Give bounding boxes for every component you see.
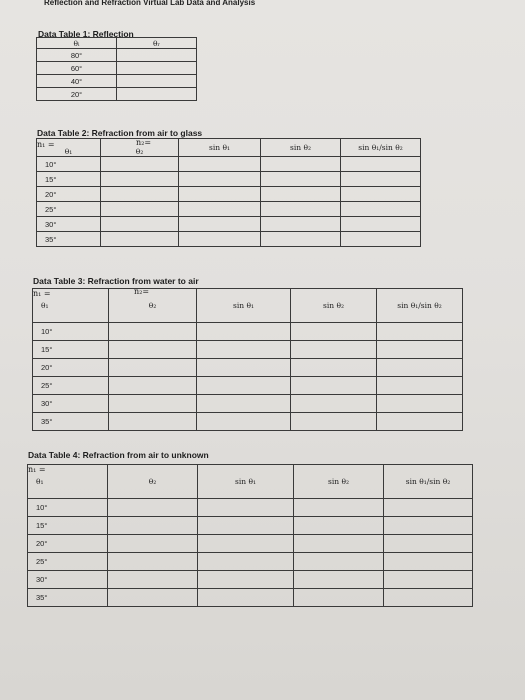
header-theta2: θ₂ — [109, 289, 197, 323]
table2-n2-label: n₂= — [136, 138, 152, 147]
empty-cell[interactable] — [261, 172, 341, 187]
empty-cell[interactable] — [109, 341, 197, 359]
empty-cell[interactable] — [198, 553, 294, 571]
header-theta-i: θᵢ — [37, 38, 117, 49]
empty-cell[interactable] — [101, 187, 179, 202]
header-theta1: θ₁ — [37, 139, 101, 157]
empty-cell[interactable] — [294, 517, 384, 535]
empty-cell[interactable] — [377, 341, 463, 359]
header-theta2: θ₂ — [108, 465, 198, 499]
row-angle: 15° — [37, 172, 101, 187]
header-theta2: θ₂ — [101, 139, 179, 157]
header-theta1: θ₁ — [33, 289, 109, 323]
table1-caption: Data Table 1: Reflection — [38, 29, 134, 39]
empty-cell[interactable] — [198, 535, 294, 553]
empty-cell[interactable] — [179, 172, 261, 187]
header-sin-theta2: sin θ₂ — [294, 465, 384, 499]
row-angle: 10° — [33, 323, 109, 341]
empty-cell[interactable] — [101, 157, 179, 172]
empty-cell[interactable] — [117, 88, 197, 101]
empty-cell[interactable] — [294, 589, 384, 607]
empty-cell[interactable] — [341, 172, 421, 187]
row-angle: 35° — [33, 413, 109, 431]
empty-cell[interactable] — [197, 323, 291, 341]
table3-n2-label: n₂= — [134, 287, 150, 296]
row-angle: 80° — [37, 49, 117, 62]
empty-cell[interactable] — [179, 157, 261, 172]
empty-cell[interactable] — [377, 359, 463, 377]
empty-cell[interactable] — [198, 571, 294, 589]
empty-cell[interactable] — [108, 589, 198, 607]
empty-cell[interactable] — [341, 232, 421, 247]
empty-cell[interactable] — [108, 499, 198, 517]
row-angle: 10° — [37, 157, 101, 172]
empty-cell[interactable] — [291, 341, 377, 359]
empty-cell[interactable] — [377, 395, 463, 413]
header-sin-theta1: sin θ₁ — [179, 139, 261, 157]
empty-cell[interactable] — [117, 75, 197, 88]
row-angle: 20° — [33, 359, 109, 377]
empty-cell[interactable] — [377, 323, 463, 341]
empty-cell[interactable] — [109, 359, 197, 377]
empty-cell[interactable] — [384, 589, 473, 607]
row-angle: 20° — [37, 88, 117, 101]
empty-cell[interactable] — [109, 377, 197, 395]
table4-n1-label: n₁ = — [28, 465, 46, 474]
empty-cell[interactable] — [109, 395, 197, 413]
empty-cell[interactable] — [101, 232, 179, 247]
table3-n1-label: n₁ = — [33, 289, 51, 298]
empty-cell[interactable] — [261, 187, 341, 202]
header-sin-ratio: sin θ₁/sin θ₂ — [384, 465, 473, 499]
empty-cell[interactable] — [294, 499, 384, 517]
empty-cell[interactable] — [291, 359, 377, 377]
empty-cell[interactable] — [384, 535, 473, 553]
empty-cell[interactable] — [291, 413, 377, 431]
row-angle: 35° — [37, 232, 101, 247]
row-angle: 30° — [33, 395, 109, 413]
header-sin-theta1: sin θ₁ — [197, 289, 291, 323]
empty-cell[interactable] — [261, 217, 341, 232]
row-angle: 20° — [37, 187, 101, 202]
row-angle: 15° — [33, 341, 109, 359]
row-angle: 40° — [37, 75, 117, 88]
empty-cell[interactable] — [377, 377, 463, 395]
empty-cell[interactable] — [291, 377, 377, 395]
empty-cell[interactable] — [179, 202, 261, 217]
empty-cell[interactable] — [198, 589, 294, 607]
empty-cell[interactable] — [198, 517, 294, 535]
empty-cell[interactable] — [384, 571, 473, 589]
row-angle: 20° — [28, 535, 108, 553]
header-theta-r: θᵣ — [117, 38, 197, 49]
empty-cell[interactable] — [101, 202, 179, 217]
empty-cell[interactable] — [117, 49, 197, 62]
row-angle: 25° — [33, 377, 109, 395]
row-angle: 10° — [28, 499, 108, 517]
empty-cell[interactable] — [384, 499, 473, 517]
empty-cell[interactable] — [294, 553, 384, 571]
header-sin-ratio: sin θ₁/sin θ₂ — [341, 139, 421, 157]
air-to-glass-table — [36, 138, 421, 247]
empty-cell[interactable] — [384, 553, 473, 571]
empty-cell[interactable] — [101, 217, 179, 232]
empty-cell[interactable] — [197, 377, 291, 395]
empty-cell[interactable] — [198, 499, 294, 517]
empty-cell[interactable] — [294, 535, 384, 553]
header-sin-ratio: sin θ₁/sin θ₂ — [377, 289, 463, 323]
header-sin-theta2: sin θ₂ — [261, 139, 341, 157]
empty-cell[interactable] — [341, 217, 421, 232]
empty-cell[interactable] — [377, 413, 463, 431]
empty-cell[interactable] — [341, 187, 421, 202]
empty-cell[interactable] — [108, 535, 198, 553]
table3-caption: Data Table 3: Refraction from water to air — [33, 276, 199, 286]
table2-caption: Data Table 2: Refraction from air to glass — [37, 128, 203, 138]
empty-cell[interactable] — [108, 553, 198, 571]
row-angle: 30° — [37, 217, 101, 232]
empty-cell[interactable] — [108, 571, 198, 589]
empty-cell[interactable] — [294, 571, 384, 589]
empty-cell[interactable] — [108, 517, 198, 535]
empty-cell[interactable] — [179, 217, 261, 232]
table4-caption: Data Table 4: Refraction from air to unknown — [28, 450, 209, 460]
empty-cell[interactable] — [109, 413, 197, 431]
empty-cell[interactable] — [197, 413, 291, 431]
empty-cell[interactable] — [117, 62, 197, 75]
empty-cell[interactable] — [291, 395, 377, 413]
empty-cell[interactable] — [101, 172, 179, 187]
air-to-unknown-table — [27, 464, 473, 607]
empty-cell[interactable] — [291, 323, 377, 341]
empty-cell[interactable] — [179, 232, 261, 247]
row-angle: 60° — [37, 62, 117, 75]
empty-cell[interactable] — [109, 323, 197, 341]
empty-cell[interactable] — [179, 187, 261, 202]
row-angle: 25° — [37, 202, 101, 217]
row-angle: 30° — [28, 571, 108, 589]
page-title: Reflection and Refraction Virtual Lab Data and Analysis — [44, 0, 256, 7]
reflection-table — [36, 37, 197, 101]
table2-n1-label: n₁ = — [37, 140, 55, 149]
header-sin-theta2: sin θ₂ — [291, 289, 377, 323]
empty-cell[interactable] — [384, 517, 473, 535]
empty-cell[interactable] — [197, 341, 291, 359]
empty-cell[interactable] — [261, 157, 341, 172]
empty-cell[interactable] — [341, 202, 421, 217]
header-theta1: θ₁ — [28, 465, 108, 499]
row-angle: 15° — [28, 517, 108, 535]
empty-cell[interactable] — [341, 157, 421, 172]
row-angle: 35° — [28, 589, 108, 607]
empty-cell[interactable] — [197, 359, 291, 377]
row-angle: 25° — [28, 553, 108, 571]
empty-cell[interactable] — [261, 232, 341, 247]
water-to-air-table — [32, 288, 463, 431]
empty-cell[interactable] — [197, 395, 291, 413]
empty-cell[interactable] — [261, 202, 341, 217]
header-sin-theta1: sin θ₁ — [198, 465, 294, 499]
